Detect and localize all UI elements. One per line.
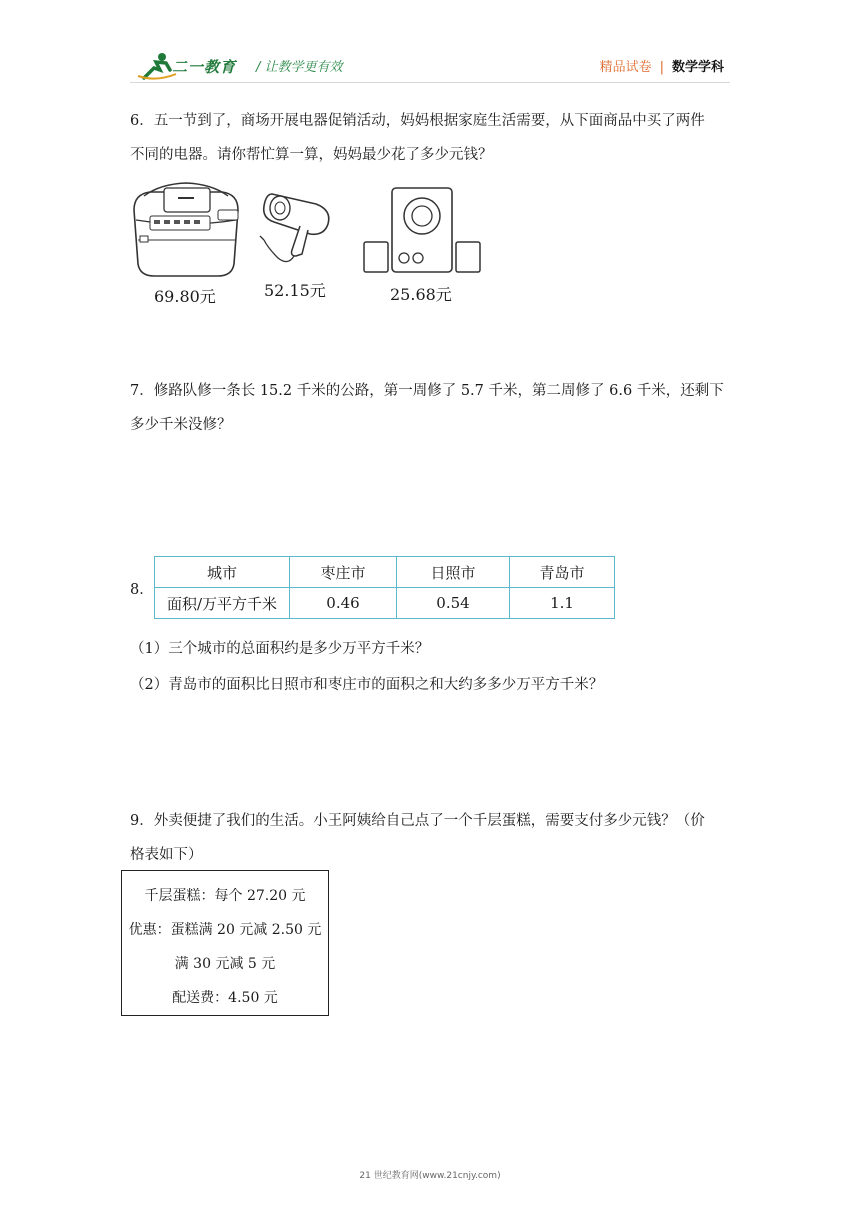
q6-line2: 不同的电器。请你帮忙算一算，妈妈最少花了多少元钱？ (130, 147, 493, 163)
q7-line1: 7．修路队修一条长 15.2 千米的公路，第一周修了 5.7 千米，第二周修了 6.6 千米，还剩下 (130, 383, 724, 399)
header-subject: 数学学科 (671, 60, 724, 75)
table-header-cell: 城市 (155, 557, 290, 588)
q8-sub1: （1）三个城市的总面积约是多少万平方千米？ (130, 641, 430, 657)
footer: 21 世纪教育网(www.21cnjy.com) (359, 1171, 501, 1181)
table-header-cell: 青岛市 (510, 557, 615, 588)
slogan: / 让教学更有效 (256, 60, 343, 75)
q8-number: 8． (130, 582, 154, 598)
table-cell: 1.1 (510, 588, 615, 619)
header-divider (130, 82, 730, 83)
table-cell: 0.54 (397, 588, 510, 619)
price-list-line: 配送费：4.50 元 (172, 990, 278, 1006)
q8-sub2: （2）青岛市的面积比日照市和枣庄市的面积之和大约多多少万平方千米？ (130, 677, 604, 693)
q9-line2: 格表如下） (130, 847, 203, 863)
price-list-box (121, 870, 329, 1016)
price-list-line: 优惠：蛋糕满 20 元减 2.50 元 (128, 922, 322, 938)
price-hair-dryer: 52.15元 (264, 281, 326, 300)
table-header-cell: 日照市 (397, 557, 510, 588)
rice-cooker-icon (130, 180, 242, 280)
q6-line1: 6．五一节到了，商场开展电器促销活动，妈妈根据家庭生活需要，从下面商品中买了两件 (130, 113, 705, 129)
price-list-line: 满 30 元减 5 元 (174, 956, 276, 972)
speaker-icon (362, 186, 484, 276)
city-area-table (154, 556, 615, 619)
header-right (600, 56, 724, 75)
q9-line1: 9．外卖便捷了我们的生活。小王阿姨给自己点了一个千层蛋糕，需要支付多少元钱？（价 (130, 813, 705, 829)
header-tag: 精品试卷 (599, 60, 652, 75)
hair-dryer-icon (258, 186, 338, 268)
table-row (155, 588, 615, 619)
table-header-cell: 枣庄市 (290, 557, 397, 588)
price-list-line: 千层蛋糕：每个 27.20 元 (144, 888, 306, 904)
table-header-row (155, 557, 615, 588)
price-speaker: 25.68元 (390, 285, 452, 304)
table-cell: 面积/万平方千米 (155, 588, 290, 619)
header-separator: | (659, 60, 664, 75)
q7-line2: 多少千米没修？ (130, 417, 232, 433)
table-cell: 0.46 (290, 588, 397, 619)
price-rice-cooker: 69.80元 (154, 287, 216, 306)
logo-text: 二一教育 (172, 58, 237, 76)
